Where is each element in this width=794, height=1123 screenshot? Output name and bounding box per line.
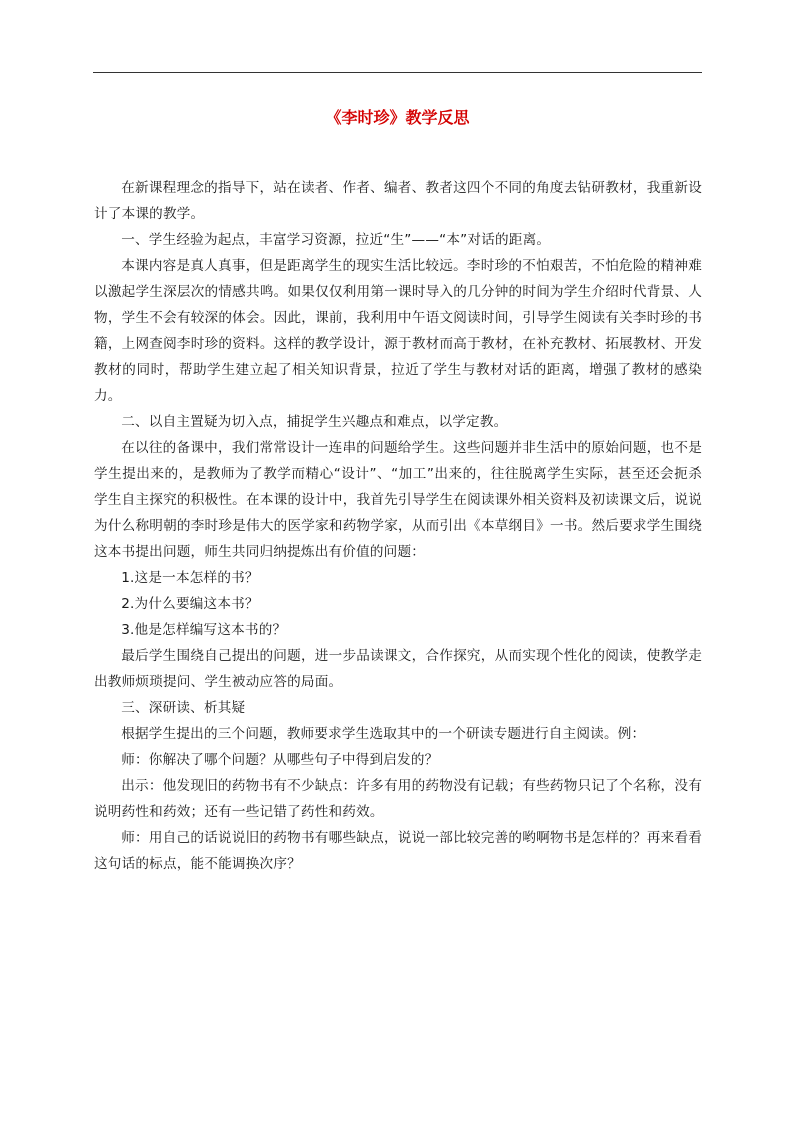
paragraph: 本课内容是真人真事，但是距离学生的现实生活比较远。李时珍的不怕艰苦，不怕危险的精神难以激起学生深层次的情感共鸣。如果仅仅利用第一课时导入的几分钟的时间为学生介绍时代背景、人物，学生不会有较深的体会。因此，课前，我利用中午语文阅读时间，引导学生阅读有关李时珍的书籍，上网查阅李时珍的资料。这样的教学设计，源于教材而高于教材，在补充教材、拓展教材、开发教材的同时，帮助学生建立起了相关知识背景，拉近了学生与教材对话的距离，增强了教材的感染力。 xyxy=(94,258,702,404)
list-item: 1.这是一本怎样的书？ xyxy=(121,570,259,586)
section-heading-2: 二、以自主置疑为切入点，捕捉学生兴趣点和难点，以学定教。 xyxy=(121,414,508,430)
header-rule xyxy=(93,72,702,73)
section-heading-3: 三、深研读、析其疑 xyxy=(121,700,246,716)
document-body xyxy=(94,175,702,877)
dialogue-line: 师：用自己的话说说旧的药物书有哪些缺点，说说一部比较完善的哟啊物书是怎样的？再来看看这句话的标点，能不能调换次序？ xyxy=(94,830,702,872)
paragraph: 最后学生围绕自己提出的问题，进一步品读课文，合作探究，从而实现个性化的阅读，使教学走出教师烦琐提问、学生被动应答的局面。 xyxy=(94,648,702,690)
paragraph: 在以往的备课中，我们常常设计一连串的问题给学生。这些问题并非生活中的原始问题，也不是学生提出来的，是教师为了教学而精心“设计”、“加工”出来的，往往脱离学生实际，甚至还会扼杀学生自主探究的积极性。在本课的设计中，我首先引导学生在阅读课外相关资料及初读课文后，说说为什么称明朝的李时珍是伟大的医学家和药物学家，从而引出《本草纲目》一书。然后要求学生围绕这本书提出问题，师生共同归纳提炼出有价值的问题： xyxy=(94,440,702,560)
dialogue-line: 师：你解决了哪个问题？从哪些句子中得到启发的？ xyxy=(121,752,439,768)
paragraph: 根据学生提出的三个问题，教师要求学生选取其中的一个研读专题进行自主阅读。例： xyxy=(121,726,646,742)
list-item: 2.为什么要编这本书？ xyxy=(121,596,259,612)
list-item: 3.他是怎样编写这本书的？ xyxy=(121,622,287,638)
dialogue-line: 出示：他发现旧的药物书有不少缺点：许多有用的药物没有记载；有些药物只记了个名称，没有说明药性和药效；还有一些记错了药性和药效。 xyxy=(94,778,702,820)
section-heading-1: 一、学生经验为起点，丰富学习资源，拉近“生”——“本”对话的距离。 xyxy=(121,232,551,248)
paragraph-intro: 在新课程理念的指导下，站在读者、作者、编者、教者这四个不同的角度去钻研教材，我重新设计了本课的教学。 xyxy=(94,180,702,222)
document-title: 《李时珍》教学反思 xyxy=(325,108,470,127)
